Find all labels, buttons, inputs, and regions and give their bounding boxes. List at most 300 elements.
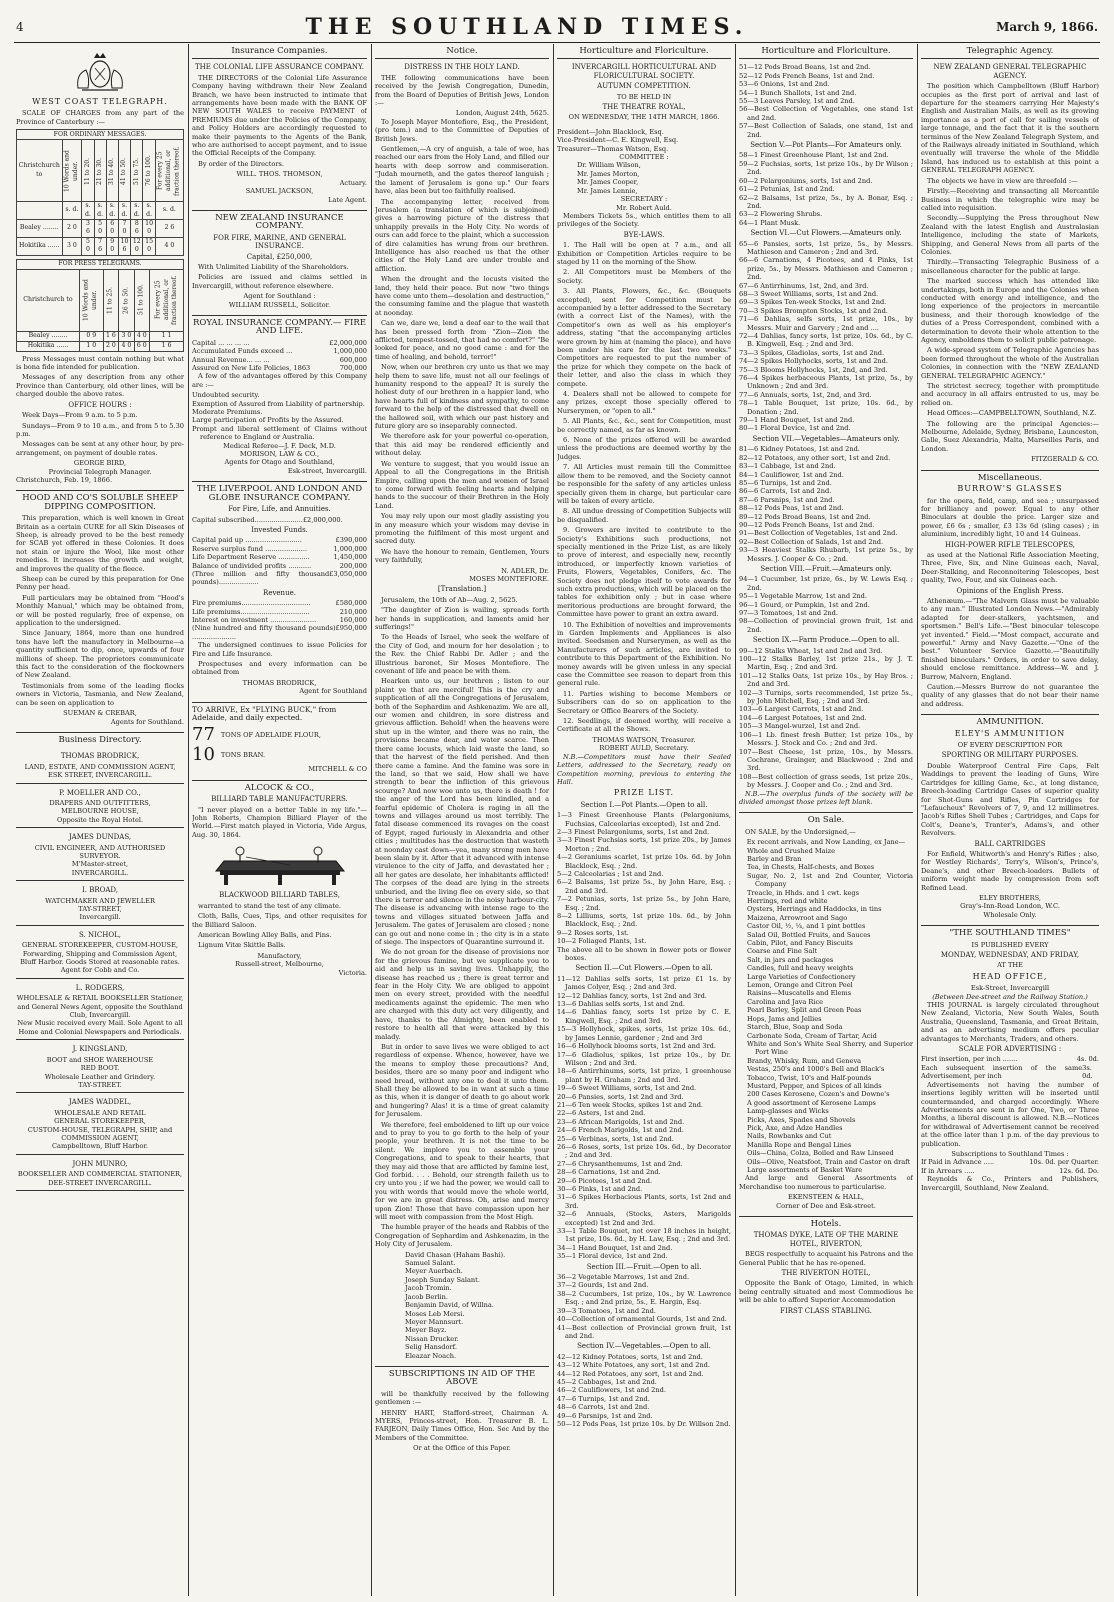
rates-cell: 10 6 — [118, 237, 130, 255]
rates-unit: s. d. — [82, 202, 94, 220]
telegraphic-para: The position which Campbelltown (Bluff Harbor) occupies as the first port of arrival and last of departure for the steamers carrying Her Majesty's English and Australian Mails, as well as its growing importance as a port of call for sailing vessels of large tonnage, and the fact that it is the southern terminus of the New Zealand Telegraph System, and of the Railways already initiated in Southland, which eventually will traverse the whole of the Middle Island, has induced us to establish at this point a GENERAL TELEGRAPH AGENCY. — [921, 82, 1099, 175]
rates-cell: 6 0 — [106, 220, 118, 238]
prize-item: 75—3 Blooms Hollyhocks, 1st, 2nd, and 3rd. — [739, 365, 888, 374]
sale-item: Mustard, Pepper, and Spices of all kinds — [747, 1081, 882, 1090]
prize-item: 42—12 Kidney Potatoes, sorts, 1st and 2nd. — [557, 1352, 703, 1361]
table-row — [17, 331, 184, 341]
burrow-caution: Caution.—Messrs Burrow do not guarantee the quality of any glasses that do not bear their name and address. — [921, 683, 1099, 708]
nz-agent: WILLIAM RUSSELL, Solicitor. — [228, 300, 331, 309]
prize-item: 31—6 Spikes Herbacious Plants, sorts, 1st 2nd and 3rd. — [557, 1193, 731, 1210]
rates-cell: 8 6 — [131, 220, 143, 238]
rates-cell: 4 0 — [119, 341, 134, 351]
scale-row-label: Each subsequent insertion of the same Advertisement, per inch — [921, 1063, 1083, 1081]
colonial-sig: WILL. THOS. THOMSON, — [236, 170, 323, 179]
rabbi-name: Jacob Berlin. — [405, 1292, 449, 1301]
sale-item: Treacle, in Hhds. and 1 cwt. kegs — [747, 888, 859, 897]
horticulture-heading: Horticulture and Floriculture. — [739, 46, 913, 59]
ordinary-heading: FOR ORDINARY MESSAGES. — [17, 130, 184, 140]
prize-item: 4—2 Geraniums scarlet, 1st prize 10s. 6d. by John Blacklock, Esq. ; 2nd. — [557, 853, 731, 870]
committee-member: Mr. James Lennie, — [577, 186, 638, 195]
directory-line: MELBOURNE HOUSE, — [61, 807, 139, 816]
bylaw: 10. The Exhibition of novelties and improvements in Garden Implements and Appliances is also invited. Seedsmen and Nurserymen, as well as the Manufacturers of such articles, are invited to contribute to this Department of the Exhibition. No money awards will be given unless in any special case the Committee see reason to depart from this general rule. — [557, 620, 731, 688]
prize-item: 73—3 Spikes, Gladiolas, sorts, 1st and 2nd. — [739, 348, 885, 357]
liverpool-fund — [192, 553, 367, 561]
rates-cell: 4 0 — [134, 331, 149, 341]
subscriptions-title: SUBSCRIPTIONS IN AID OF THE ABOVE — [375, 1366, 549, 1387]
competition-venue: THE THEATRE ROYAL, — [602, 103, 686, 112]
notice-para: We venture to suggest, that you would issue an Appeal to all the Congregations in the British Empire, calling upon the men and women of Israel to come forward with feeling hearts and helping hands to the succour of their Brethren in the Holy Land. — [375, 459, 549, 510]
prize-item: 20—6 Pansies, sorts, 1st 2nd and 3rd. — [557, 1092, 684, 1101]
royal-agent-role: Agents for Otago and Southland, — [224, 458, 335, 467]
sale-item: Salt, in jars and packages — [747, 955, 834, 964]
alcock-tables: BLACKWOOD BILLIARD TABLES, — [219, 891, 340, 900]
burrow-body: for the opera, field, camp, and sea ; unsurpassed for brilliancy and power. Equal to any other Binoculars at double the price. Larger size and power, £6 6s ; smaller, £3 13s 6d (sling cases) ; in aluminium, incredibly light, 10 and 14 Guineas. — [921, 496, 1099, 539]
prize-item: 32—6 Annuals, (Stocks, Asters, Marigolds excepted) 1st 2nd and 3rd. — [557, 1210, 731, 1227]
directory-entry — [16, 747, 184, 783]
telegraphic-body — [921, 82, 1099, 453]
directory-name: J. KINGSLAND, — [72, 1045, 128, 1054]
royal-referee: Medical Referee—J. F. Deck, M.D. — [223, 441, 336, 450]
rates-cell: 2 0 — [103, 341, 118, 351]
sale-item: Oils—Olive, Neatsfoot, Train and Castor on draft — [747, 1157, 911, 1166]
prize-item: 9—2 Roses sorts, 1st. — [557, 928, 629, 937]
rates-col-header: 10 Words and under. — [79, 269, 103, 331]
rabbi-name: Eleazar Noach. — [405, 1351, 457, 1360]
billiard-table-icon — [210, 843, 350, 887]
liverpool-body: The undersigned continues to issue Policies for Fire and Life Insurance. — [192, 641, 367, 658]
rabbi-signatures — [375, 1251, 549, 1360]
bylaw: 4. Dealers shall not be allowed to compete for any prizes, except those specially offered to Nurserymen, or "open to all." — [557, 390, 731, 415]
prize-item: 15—3 Hollyhock, spikes, sorts, 1st prize 10s. 6d., by James Lennie, gardener ; 2nd and 3rd — [557, 1025, 731, 1042]
colonial-sig-role: Actuary. — [339, 178, 367, 187]
rabbi-name: David Chasan (Haham Bashi). — [405, 1250, 506, 1259]
sale-sub: Ex recent arrivals, and Now Landing, ex Jane— — [746, 838, 906, 847]
sale-item: Whole and Crushed Maize — [747, 846, 836, 855]
society-officer: Treasurer—Thomas Watson, Esq. — [557, 144, 669, 153]
subscription-row-value: 12s. 6d. Do. — [1059, 1166, 1099, 1175]
rates-unit: s. d. — [131, 202, 143, 220]
sale-item: Pick, Axe, and Adze Handles — [747, 1123, 843, 1132]
liverpool-revenue-row-value: 210,000 — [339, 607, 367, 616]
prize-item: 21—6 Ten week Stocks, spikes 1st and 2nd. — [557, 1100, 704, 1109]
prize-item: 44—12 Red Potatoes, any sort, 1st and 2nd. — [557, 1369, 704, 1378]
directory-line: CUSTOM-HOUSE, TELEGRAPH, SHIP, and COMMISSION AGENT, — [27, 1125, 173, 1142]
notice-para: The accompanying letter, received from Jerusalem (a translation of which is subjoined) gives a harrowing picture of the distress that unhappily prevails in the Holy City. No words of ours can add force to the plaint, which a succession of dire calamities has wrung from our brethren. Intelligence has also reached us that the other cities of the Holy Land are under trouble and affliction. — [375, 197, 549, 273]
sale-items — [739, 847, 913, 1175]
liverpool-fund — [192, 545, 367, 553]
competitors-note: N.B.—Competitors must have their Sealed Letters, addressed to the Secretary, ready on Competition morning, previous to entering the Hall. — [557, 752, 731, 786]
notice-para: You may rely upon our most gladly assisting you in any measure which your wisdom may devise in promoting the fulfilment of this most urgent and sacred duty. — [375, 512, 549, 546]
sale-item: Coarse and Fine Salt — [747, 947, 818, 956]
directory-line: DRAPERS AND OUTFITTERS, — [49, 798, 151, 807]
directory-title: Business Directory. — [16, 732, 184, 744]
rates-cell: 7 0 — [118, 220, 130, 238]
rates-from: Christchurch to — [17, 140, 63, 202]
prize-item: 97—3 Tomatoes, 1st and 2nd. — [739, 609, 838, 617]
subscription-row-label: If Paid in Advance ..... — [921, 1158, 995, 1167]
eley-title: ELEY'S AMMUNITION — [954, 728, 1066, 738]
arrive-desc: TONS OF ADELAIDE FLOUR, — [220, 731, 321, 740]
directory-line: WHOLESALE & RETAIL BOOKSELLER Stationer, and General News Agent, opposite the Southland Club, Invercargill. — [16, 994, 184, 1020]
prize-item: 95—1 Vegetable Marrow, 1st and 2nd. — [739, 592, 867, 601]
prize-item: 17—6 Gladiolus, spikes, 1st prize 10s., by Dr. Wilson ; 2nd and 3rd. — [557, 1050, 731, 1067]
liverpool-fund-label: (Three million and fifty thousand pounds)................... — [192, 569, 330, 587]
directory-name: L. RODGERS, — [75, 983, 125, 992]
hotels-heading: Hotels. — [739, 1216, 913, 1228]
telegraphic-para: The objects we have in view are threefold :— — [927, 176, 1078, 185]
bylaws-sig: ROBERT AULD, Secretary. — [599, 744, 689, 753]
telegraph-note: Messages of any description from any other Province than Canterbury, old other lines, will be charged double the above rates. — [16, 373, 184, 399]
hotel-name: THE RIVERTON HOTEL, — [781, 1269, 871, 1278]
royal-figure-value: £2,000,000 — [329, 338, 367, 347]
directory-line: WHOLESALE AND RETAIL — [54, 1108, 146, 1117]
scale-title: SCALE FOR ADVERTISING : — [958, 1045, 1062, 1054]
rates-col-header: 51 to 75. — [131, 140, 143, 202]
prize-item: 37—2 Gourds, 1st and 2nd. — [557, 1281, 649, 1290]
royal-advantage: Exemption of Assured from Liability of partnership. — [192, 399, 365, 408]
subscriptions-list: HENRY HART, Stafford-street, Chairman A. MYERS, Princes-street, Hon. Treasurer B. L. FARJEON, Daily Times Office, Hon. Sec And by the Members of the Committee. — [375, 1408, 549, 1442]
prize-item: 13—6 Dahlias selfs sorts, 1st and 2nd. — [557, 1000, 685, 1009]
times-body: THIS JOURNAL is largely circulated throughout New Zealand, Victoria, New South Wales, South Australia, Queensland, Tasmania, and Great Britain, and as an advertising medium offers peculiar advantages to Merchants, Traders, and others. — [921, 1001, 1099, 1043]
nz-insurance-title: NEW ZEALAND INSURANCE COMPANY. — [192, 210, 367, 231]
society-officer: President—John Blacklock, Esq. — [557, 127, 664, 136]
competition-name: AUTUMN COMPETITION. — [597, 82, 691, 91]
competition-held: TO BE HELD IN — [616, 92, 672, 101]
liverpool-fund-value: £390,000 — [335, 536, 367, 545]
directory-name: I. BROAD, — [81, 886, 118, 895]
royal-title: ROYAL INSURANCE COMPANY.— FIRE AND LIFE. — [192, 315, 367, 336]
telegraphic-para: The marked success which has attended like undertakings, both in Europe and the Colonies when conducted with energy and intelligence, and the long experience of the projectors in mercantile business, and their thorough knowledge of the duties of a Press Correspondent, combined with a determination to devote their whole attention to the Agency, emboldens them to solicit public patronage. — [921, 277, 1099, 344]
notice-para: When the drought and the locusts visited the land, they held their peace. But now "two things have come unto them—desolation and destruction," the consuming famine and the plague that wasteth at noonday. — [375, 275, 549, 317]
scale-notes: Advertisements not having the number of insertions legibly written will be inserted until countermanded, and charged accordingly. Where Advertisements are sent in for One, Two, or Three Months, a liberal discount is allowed. N.B.—Notices for withdrawal of Advertisement cannot be received at the office later than 1 p.m. of the day previous to publication. — [921, 1080, 1099, 1148]
prize-item: 63—2 Flowering Shrubs. — [739, 210, 823, 219]
prize-item: 70—3 Spikes Brompton Stocks, 1st and 2nd. — [739, 306, 888, 315]
subscriptions-title: Subscriptions to Southland Times : — [951, 1149, 1069, 1158]
rates-unit: s. d. — [62, 202, 82, 220]
alcock-title: ALCOCK & CO., — [192, 780, 367, 792]
rates-unit: s. d. — [106, 202, 118, 220]
prize-item: 39—3 Tomatoes, 1st and 2nd. — [557, 1306, 656, 1315]
rabbi-name: Meyer Bayz. — [405, 1326, 447, 1335]
prize-item: 78—1 Table Bouquet, 1st prize, 10s. 6d., by Donation ; 2nd. — [739, 399, 913, 416]
rabbi-name: Meyer Auerbach. — [405, 1267, 463, 1276]
prize-item: 98—Collection of provincial grown fruit, 1st and 2nd. — [739, 617, 913, 634]
rabbi-name: Moses Leb Mersi. — [405, 1309, 465, 1318]
prize-item: 27—6 Chrysanthemums, 1st and 2nd. — [557, 1159, 683, 1168]
column-divider — [371, 44, 372, 1596]
society-officers — [557, 128, 731, 153]
notice-title: DISTRESS IN THE HOLY LAND. — [404, 63, 520, 72]
notice-sig: N. ADLER, Dr. — [501, 566, 549, 575]
scale-intro: SCALE OF CHARGES from any part of the Province of Canterbury :— — [16, 109, 184, 126]
alcock-body: Cloth, Balls, Cues, Tips, and other requisites for the Billiard Saloon. — [192, 912, 367, 929]
rates-col-header: 76 to 100. — [143, 140, 155, 202]
directory-line: GENERAL STOREKEEPER, CUSTOM-HOUSE, Forwarding, Shipping and Commission Agent, Bluff Harbor. Goods Stored at reasonable rates. Agent for Cobb and Co. — [20, 941, 180, 975]
committee-list — [557, 161, 731, 195]
secretary-name: Mr. Robert Auld. — [616, 203, 672, 212]
royal-agent: MORISON, LAW & CO., — [239, 450, 320, 459]
arrive-item — [192, 725, 367, 745]
notice-para: We have the honour to remain, Gentlemen, Yours very faithfully, — [375, 547, 549, 565]
office-hours-line: Sundays—From 9 to 10 a.m., and from 5 to 5.30 p.m. — [16, 421, 184, 438]
prize-item: 81—6 Kidney Potatoes, 1st and 2nd. — [739, 445, 860, 454]
arrive-qty: 10 — [192, 744, 215, 766]
prize-item: 82—12 Potatoes, any other sort, 1st and 2nd. — [739, 453, 891, 462]
directory-line: LAND, ESTATE, AND COMMISSION AGENT, — [24, 762, 176, 771]
times-days: MONDAY, WEDNESDAY, AND FRIDAY, — [940, 951, 1080, 959]
nz-insurance-sub: FOR FIRE, MARINE, AND GENERAL INSURANCE. — [213, 233, 346, 251]
bylaw: 5. All Plants, &c., &c., sent for Competition, must be correctly named, as far as known. — [557, 417, 731, 434]
translation-para: Hearken unto us, our brethren ; listen to our plaint ye that are merciful! This is the cry and supplication of all the Congregations of Jerusalem, both of the Sephardim and Ashkenazim. We are all, our women and children, in sore distress and grievous affliction. Behold! when the heavens were shut up in the winter, and there was no rain, the provisions became dear, and water scarce. Then there came locusts, which laid waste the land, so that the harvest of the field perished. And then there came a famine. And the famine was sore in the land, so that we said, How shall we have strength to bear the infliction of this grievous scourge? And now woe unto us, there is death ! for the anger of the Lord has been kindled, and a fearful epidemic of Cholera is raging in all the towns and villages around us most terribly. The fatal disease commenced its ravages on the coast of Egypt, raged furiously in Alexandria and other cities ; multitudes has the destruction that wasteth at noonday cast down—yea, many strong men have been slain by it. After that it advanced with intense virulence to the city of Jaffa, and devastated her ; all her gates are desolate, her inhabitants afflicted! The corpses of the dead are lying in the streets unburied, and the living flee on every side, so that there is terror and silence in the noisy harbour-city. The disease is advancing with intense rage to the towns and villages situated between Jaffa and Jerusalem. The gates of Jerusalem are closed ; none can go out and none come in ; the city is in a state of siege. The inspectors of Quarantine surround it. — [375, 677, 549, 947]
times-address: Esk-Street, Invercargill — [970, 984, 1050, 993]
prize-item: 12—12 Dahlias fancy, sorts, 1st 2nd and 3rd. — [557, 991, 707, 1000]
secretary-title: SECRETARY : — [620, 195, 668, 204]
translation-para: We therefore, feel emboldened to lift up our voice and to pray to you to go forth to the help of your people, your brethren. It is not the time to be silent. We implore you to assemble your Congregations, and to speak to their hearts, that they may aid those that are afflicted by famine lest, God forbid. . . . Behold, our strength faileth us to cry unto you ; if we had the power, we would call to you with words that would move the whole world, for we are in great distress. Oh, arise and mercy upon Zion! Those that have compassion upon her will meet with compassion from the Most High. — [375, 1120, 549, 1222]
prize-item: 11—12 Dahlias selfs sorts, 1st prize £1 1s. by James Colyer, Esq. ; 2nd and 3rd. — [557, 974, 731, 992]
notice-para: We therefore ask for your powerful co-operation, that this aid may be rendered efficiently and without delay. — [375, 432, 549, 458]
prize-item: 65—6 Pansies, sorts, 1st prize, 5s., by Messrs. Mathieson and Cameron ; 2nd and 3rd. — [739, 239, 913, 256]
notice-intro: THE following communications have been received by the Jewish Congregation, Dunedin, from the Board of Deputies of British Jews, London :— — [375, 73, 549, 108]
liverpool-fund-label: Capital paid up ........................... — [192, 536, 302, 545]
telegraphic-para: The following are the principal Agencies:—Melbourne, Adelaide, Sydney, Brisbane, Launceston, Galle, Suez Alexandria, Malta, Marseilles Paris, and London. — [921, 419, 1099, 453]
sale-item: Pearl Barley, Split and Green Peas — [747, 1006, 862, 1015]
rates-cell: 9 0 — [106, 237, 118, 255]
burrow-title: BURROW'S GLASSES — [957, 484, 1063, 494]
directory-line: BOOKSELLER AND COMMERCIAL STATIONER, — [17, 1170, 183, 1179]
sale-item: Salad Oil, Bottled Fruits, and Sauces — [747, 930, 871, 939]
royal-figure — [192, 339, 367, 347]
directory-entry — [16, 881, 184, 926]
liverpool-revenue-row-value: 160,000 — [339, 615, 367, 624]
telegraphic-para: Secondly.—Supplying the Press throughout New Zealand with the latest English and Australasian Intelligence, including the state of Markets, Shipping, and General News from all parts of the Colonies. — [921, 214, 1099, 256]
prize-item: 66—6 Carnations, 4 Picotees, and 4 Pinks, 1st prize, 5s., by Messrs. Mathieson and Cameron ; 2nd. — [739, 256, 913, 282]
prize-item: 18—6 Antirrhinums, sorts, 1st prize, 1 greenhouse plant by H. Graham ; 2nd and 3rd. — [557, 1067, 731, 1084]
directory-line: Campbelltown, Bluff Harbor. — [51, 1142, 149, 1151]
directory-line: ESK STREET, INVERCARGILL. — [48, 771, 152, 780]
prize-item: 106—1 Lb. finest fresh Butter, 1st prize 10s., by Messrs. J. Stock and Co. ; 2nd and 3rd. — [739, 730, 913, 748]
eley-sub2: SPORTING OR MILITARY PURPOSES. — [941, 751, 1079, 760]
overplus-note: N.B.—The overplus funds of the society will be divided amongst those prizes left blank. — [739, 789, 913, 806]
directory-line: INVERCARGILL. — [71, 868, 129, 877]
telegraphic-title: NEW ZEALAND GENERAL TELEGRAPHIC AGENCY. — [933, 63, 1087, 80]
prize-item: 67—6 Antirrhinums, 1st, 2nd, and 3rd. — [739, 281, 869, 290]
directory-line: Invercargill. — [79, 913, 121, 922]
hood-agents: SUEMAN & CREBAR, — [63, 709, 137, 718]
rates-unit: s. d. — [143, 202, 155, 220]
telegraphic-sig: FITZGERALD & CO. — [1031, 455, 1099, 464]
prize-item: 16—6 Hollyhock blooms sorts, 1st 2nd and 3rd. — [557, 1042, 716, 1051]
sale-item: Tobacco, Twist, 10's and Half-pounds — [747, 1073, 872, 1082]
prize-item: 69—3 Spikes Ten-week Stocks, 1st and 2nd. — [739, 298, 887, 307]
eley-sig: ELEY BROTHERS, — [979, 893, 1041, 902]
prize-section-title: Section VII.—Vegetables—Amateurs only. — [752, 434, 900, 443]
prize-item: 1—3 Finest Greenhouse Plants (Pelargoniums, Fuchsias, Calceolarias excepted), 1st and 2nd. — [557, 811, 731, 828]
telegraphic-para: Thirdly.—Transacting Telegraphic Business of a miscellaneous character for the public at large. — [921, 258, 1099, 275]
scale-row-label: First insertion, per inch ....... — [921, 1055, 1018, 1064]
prize-item: 8—2 Lilliums, sorts, 1st prize 10s. 6d., by John Blacklock, Esq. ; 2nd. — [557, 912, 731, 929]
prize-item: The above all to be shown in flower pots or flower boxes. — [557, 945, 731, 963]
prize-item: 46—2 Cauliflowers, 1st and 2nd. — [557, 1386, 666, 1395]
sale-intro: ON SALE, by the Undersigned,— — [745, 827, 856, 836]
sale-item: Barley and Bran — [747, 854, 802, 863]
times-address2: (Between Dee-street and the Railway Station.) — [932, 992, 1088, 1001]
ammunition-heading: AMMUNITION. — [921, 714, 1099, 726]
prize-item: 72—4 Dahlias, fancy sorts, 1st prize, 10s. 6d., by C. B. Kingwell, Esq. ; 2nd and 3rd. — [739, 332, 913, 349]
prize-item: 64—1 Plant Musk. — [739, 218, 801, 227]
royal-figure-value: 600,000 — [339, 355, 367, 364]
prize-item: 89—12 Pods Broad Beans, 1st and 2nd. — [739, 512, 871, 521]
directory-line: RED BOOT. — [80, 1064, 120, 1073]
rabbi-name: Selig Hansdorf. — [405, 1343, 457, 1352]
prize-sections — [557, 801, 731, 1429]
sale-item: Large Varieties of Confectionery — [747, 972, 856, 981]
directory-name: JAMES WADDEL, — [68, 1098, 132, 1107]
bylaw: 9. Growers are invited to contribute to the Society's Exhibitions such productions, not specially mentioned in the Prize List, as are likely to prove of interest, and especially new, recently introduced, or imperfectly known varieties of Fruits, Flowers, Vegetables, Conifers, &c. The Society does not pledge itself to vote awards for such extra productions, which will be placed on the tables for exhibition only ; but in case where meritorious productions are brought forward, the Committee have power to grant an extra award. — [557, 526, 731, 619]
column-divider — [735, 44, 736, 1596]
table-row — [17, 341, 184, 351]
prize-item: 77—6 Annuals, sorts, 1st, 2nd, and 3rd. — [739, 390, 872, 399]
rates-col-header: 11 to 25. — [103, 269, 118, 331]
prize-item: 91—Best Collection of Vegetables, 1st and 2nd. — [739, 529, 898, 538]
liverpool-fund-label: Balance of undivided profits ........... — [192, 561, 312, 570]
rabbi-name: Joseph Sunday Salant. — [405, 1275, 480, 1284]
arrive-title: TO ARRIVE, Ex "FLYING BUCK," from Adelaide, and daily expected. — [192, 702, 367, 723]
liverpool-funds-title: Invested Funds. — [251, 525, 308, 534]
rates-cell: 1 6 — [103, 331, 118, 341]
prize-item: 62—2 Balsams, 1st prize, 5s., by A. Bonar, Esq. ; 2nd. — [739, 193, 913, 210]
directory-name: JOHN MUNRO, — [72, 1159, 128, 1168]
prize-item: 52—12 Pods French Beans, 1st and 2nd. — [739, 71, 875, 80]
sale-item: Lemon, Orange and Citron Peel — [747, 981, 853, 990]
rates-cell: 3 0 — [119, 331, 134, 341]
prize-section-title: Section III.—Fruit.—Open to all. — [586, 1262, 702, 1271]
notice-body — [375, 145, 549, 565]
competition-date: ON WEDNESDAY, THE 14TH MARCH, 1866. — [568, 113, 720, 122]
prize-item: 99—12 Stalks Wheat, 1st and 2nd and 3rd. — [739, 646, 883, 655]
liverpool-fund-value: £3,050,000 — [329, 569, 367, 578]
prize-item: 54—1 Bunch Shallots, 1st and 2nd. — [739, 88, 857, 97]
directory-line: M'Master-street, — [71, 860, 129, 869]
directory-name: S. NICHOL, — [79, 930, 121, 939]
sale-item: Raisins—Muscatells and Elems — [747, 989, 852, 998]
liverpool-revenue-row — [192, 624, 367, 641]
prize-item: 102—3 Turnips, sorts recommended, 1st prize 5s., by John Mitchell, Esq. ; 2nd and 3rd. — [739, 688, 913, 706]
royal-figure-label: Annual Revenue... ... ... — [192, 355, 270, 364]
committee-member: Mr. James Cooper, — [577, 178, 639, 187]
liverpool-fund-label: Life Department Reserve ............... — [192, 553, 310, 562]
prize-item: 80—1 Floral Device, 1st and 2nd. — [739, 424, 851, 433]
prize-item: 108—Best collection of grass seeds, 1st prize 20s., by Messrs. J. Cooper and Co. ; 2nd and 3rd. — [739, 772, 913, 790]
table-row — [17, 237, 184, 255]
bylaw: 7. All Articles must remain till the Committee allow them to be removed, and the Society cannot be responsible for the safety of any articles unless specially given them in charge, but particular care will be taken of every article. — [557, 463, 731, 505]
rates-col-header: 26 to 50. — [119, 269, 134, 331]
sale-item: A good assortment of Kerosene Lamps — [747, 1098, 876, 1107]
bylaw: 1. The Hall will be open at 7 a.m., and all Exhibition or Competition Articles require to be staged by 11 on the morning of the Show. — [557, 241, 731, 266]
colonial-sig: SAMUEL JACKSON, — [245, 187, 314, 196]
royal-figure-value: 700,000 — [339, 364, 367, 372]
sale-item: Large assortments of Basket Ware — [747, 1166, 863, 1174]
translation-para: We do not groan for the disease of provisions nor for the grievous famine, but we supplicate you to aid and help us in saving lives. Unhappily, the disease has reached us ; there is great terror and fear in the Holy City. We are obliged to appoint men on every street, provided with the needful medicaments against the epidemic. The men who are charged with this duty act very diligently, and have, thanks to the Almighty, been enabled to restore to health all that were attacked by this malady. — [375, 948, 549, 1041]
colonial-order: By order of the Directors. — [198, 159, 284, 168]
prize-item: 71—6 Dahlias, selfs sorts, 1st prize, 10s., by Messrs. Muir and Garvery ; 2nd and .... — [739, 315, 913, 332]
bylaw: 11. Parties wishing to become Members or Subscribers can do so on application to the Secretary or Office Bearers of the Society. — [557, 689, 731, 715]
hood-agents-role: Agents for Southland. — [110, 717, 184, 726]
liverpool-fund-value: 200,000 — [339, 561, 367, 570]
directory-line: TAY-STREET. — [78, 1080, 122, 1089]
arrive-qty: 77 — [192, 724, 215, 746]
liverpool-revenue — [192, 599, 367, 641]
scale-row-value: 4s. 0d. — [1076, 1055, 1099, 1064]
liverpool-revenue-row-label: Life premiums................................. — [192, 607, 310, 616]
royal-figure — [192, 364, 367, 372]
prize-item: 41—Best collection of Provincial grown fruit, 1st and 2nd. — [557, 1323, 731, 1340]
liverpool-revenue-row — [192, 599, 367, 607]
rates-cell: 7 6 — [94, 237, 106, 255]
rates-col-header: 41 to 50. — [118, 140, 130, 202]
prize-item: 90—12 Pods French Beans, 1st and 2nd. — [739, 520, 875, 529]
alcock-body: Lignum Vitæ Skittle Balls. — [198, 941, 286, 950]
prize-section-title: Section I.—Pot Plants.—Open to all. — [580, 800, 708, 809]
prize-item: 74—2 Spikes Hollyhocks, sorts, 1st and 2nd. — [739, 357, 888, 366]
liverpool-fund — [192, 536, 367, 544]
prize-item: 50—12 Pods Peas, 1st prize 10s. by Dr. Willson 2nd. — [557, 1419, 731, 1428]
committee-member: Mr. James Morton, — [577, 169, 640, 178]
directory-name: THOMAS BRODRICK, — [60, 752, 140, 761]
prize-item: 53—6 Onions, 1st and 2nd. — [739, 80, 830, 89]
prize-item: 100—12 Stalks Barley, 1st prize 21s., by J. T. Martin, Esq. ; 2nd and 3rd. — [739, 655, 913, 672]
liverpool-body: Prospectuses and every information can be obtained from — [192, 660, 367, 677]
prize-item: 35—1 Floral device, 1st and 2nd. — [557, 1252, 668, 1261]
notice-sig: MOSES MONTEFIORE. — [469, 574, 549, 583]
royal-advantage: Large participation of Profits by the Assured. — [192, 416, 344, 425]
office-hours-title: OFFICE HOURS : — [68, 400, 132, 409]
royal-advantage: Undoubted security. — [192, 391, 260, 400]
hood-para: Full particulars may be obtained from "Hood's Monthly Manual," which may be obtained from, or will be posted regularly, free of expense, on application to the undersigned. — [16, 593, 184, 628]
directory-line: TAY-STREET, — [78, 905, 122, 913]
eley-sub: OF EVERY DESCRIPTION FOR — [957, 741, 1063, 750]
telegraph-note: Press Messages must contain nothing but what is bona fide intended for publication. — [16, 354, 184, 372]
sale-item: Vestas, 250's and 1000's Bell and Black's — [747, 1065, 885, 1074]
rates-place: Hokitika ...... — [17, 341, 80, 351]
rates-col-header: For every 25 additional, or fraction thereof. — [150, 269, 184, 331]
subscription-row — [921, 1158, 1099, 1166]
prize-section-title: Section IV.—Vegetables.—Open to all. — [577, 1342, 711, 1351]
sale-item: Oysters, Herrings and Haddocks, in tins — [747, 905, 882, 914]
bylaws-title: BYE-LAWS. — [623, 230, 665, 239]
misc-heading: Miscellaneous. — [921, 470, 1099, 482]
rates-cell: 1 1 — [150, 331, 184, 341]
sale-sig: EKENSTEEN & HALL, — [787, 1193, 865, 1202]
rates-place: Bealey ........ — [17, 220, 63, 238]
nz-insurance-body: With Unlimited Liability of the Shareholders. — [198, 262, 349, 271]
prize-item: 59—2 Fuchsias, sorts, 1st prize 10s., by Dr Wilson ; 2nd. — [739, 159, 913, 177]
signatory: GEORGE BIRD, — [73, 459, 127, 468]
sale-item: Brandy, Whisky, Rum, and Geneva — [747, 1056, 862, 1065]
sale-item: Oils—China, Colza, Boiled and Raw Linseed — [747, 1149, 894, 1158]
liverpool-revenue-row-label: Fire premiums................................. — [192, 599, 311, 608]
rates-place: Bealey ........ — [17, 331, 80, 341]
rates-cell: 3 0 — [62, 237, 82, 255]
bylaws-sig: THOMAS WATSON, Treasurer. — [592, 735, 696, 744]
nz-insurance-body: Policies are issued and claims settled in Invercargill, without reference elsewhere. — [192, 273, 367, 290]
sale-heading: On Sale. — [739, 812, 913, 824]
society-officer: Vice-President—C. E. Kingwell, Esq. — [557, 136, 679, 145]
prize-item: 96—1 Gourd, or Pumpkin, 1st and 2nd. — [739, 600, 870, 609]
committee-title: COMMITTEE : — [619, 153, 669, 162]
sale-foot: And large and General Assortments of Merchandise too numerous to particularise. — [739, 1174, 913, 1191]
prize-item: 79—1 Hand Bouquet, 1st and 2nd. — [739, 416, 855, 425]
prize-item: 104—6 Largest Potatoes, 1st and 2nd. — [739, 713, 867, 722]
